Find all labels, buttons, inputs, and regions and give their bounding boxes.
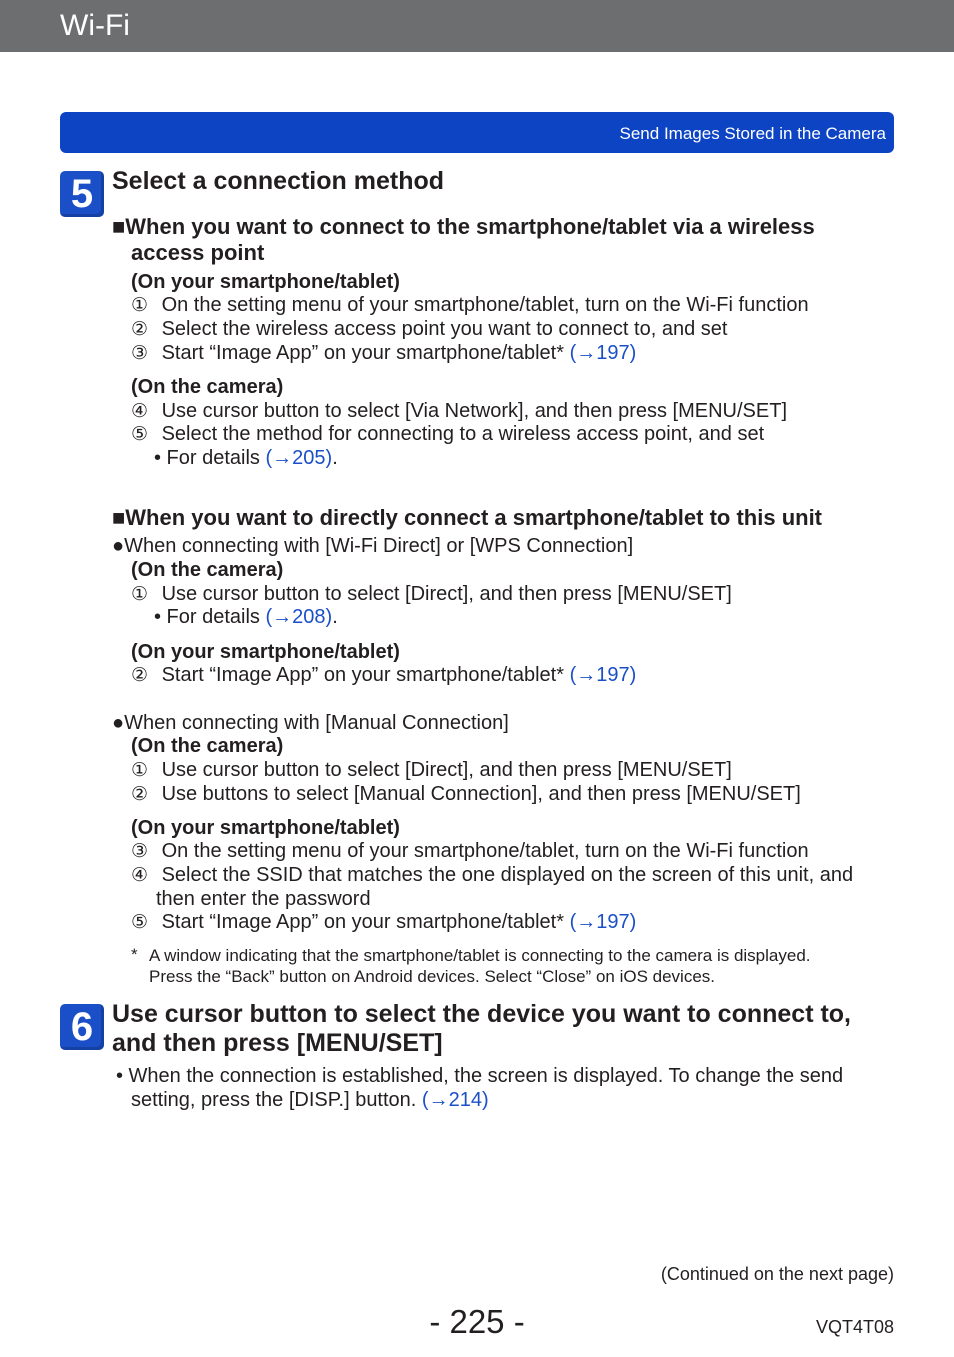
sub1-smartphone-label: (On your smartphone/tablet) — [131, 271, 400, 293]
sub1-step-3 — [131, 341, 636, 366]
sub2-heading: ■When you want to directly connect a smartphone/tablet to this unit — [112, 505, 823, 530]
step-text: Select the method for connecting to a wireless access point, and set — [161, 423, 765, 445]
sub1-step-5 — [131, 422, 764, 447]
step-6-title-line1: Use cursor button to select the device you want to connect to, — [112, 1000, 852, 1028]
sub1-step-1 — [131, 293, 809, 318]
case2-step-1 — [131, 758, 732, 783]
page-link-197[interactable]: (→197) — [569, 911, 637, 933]
step-text: On the setting menu of your smartphone/tablet, turn on the Wi-Fi function — [161, 294, 809, 316]
step-text: Use buttons to select [Manual Connection], and then press [MENU/SET] — [161, 783, 801, 805]
step-6-note-line2 — [131, 1088, 489, 1112]
continued-note: (Continued on the next page) — [660, 1264, 894, 1284]
step-text: Start “Image App” on your smartphone/tablet — [161, 911, 557, 933]
case1-camera-label: (On the camera) — [131, 559, 284, 581]
model-code: VQT4T08 — [815, 1317, 894, 1337]
details-prefix: • For details — [154, 606, 266, 628]
case1-step-2 — [131, 663, 636, 688]
case1-step-1 — [131, 582, 732, 607]
details-suffix: . — [332, 447, 338, 469]
step-marker: ① — [131, 584, 149, 605]
footnote-line2: Press the “Back” button on Android devices. Select “Close” on iOS devices. — [149, 967, 715, 986]
page-link-197[interactable]: (→197) — [569, 342, 637, 364]
sub1-step-4 — [131, 399, 787, 424]
step-marker: ② — [131, 319, 149, 340]
step-5-badge: 5 — [60, 171, 104, 217]
sub1-heading-line1: ■When you want to connect to the smartphone/tablet via a wireless — [112, 214, 815, 239]
step-marker: ④ — [131, 865, 149, 886]
step-6-title-line2: and then press [MENU/SET] — [112, 1029, 443, 1057]
details-suffix: . — [332, 606, 338, 628]
section-bar — [60, 112, 894, 153]
footnote-line1: A window indicating that the smartphone/tablet is connecting to the camera is displayed. — [149, 946, 811, 965]
step-text: Use cursor button to select [Via Network], and then press [MENU/SET] — [161, 400, 788, 422]
header-bar — [0, 0, 954, 52]
case1-bullet: ●When connecting with [Wi-Fi Direct] or [WPS Connection] — [112, 535, 634, 557]
step-marker: ③ — [131, 841, 149, 862]
sub1-heading-line2: access point — [131, 240, 265, 265]
footnote-star: * — [556, 664, 565, 686]
step-marker: ② — [131, 784, 149, 805]
step-text: Use cursor button to select [Direct], and then press [MENU/SET] — [161, 583, 732, 605]
step-text: Start “Image App” on your smartphone/tablet — [161, 342, 557, 364]
step-6-note-line1: • When the connection is established, the screen is displayed. To change the send — [116, 1065, 844, 1087]
page-link-197[interactable]: (→197) — [569, 664, 637, 686]
case2-step-5 — [131, 910, 636, 935]
header-title: Wi-Fi — [60, 9, 130, 42]
step-marker: ① — [131, 295, 149, 316]
page-link-208[interactable]: (→208) — [265, 606, 333, 628]
step-marker: ① — [131, 760, 149, 781]
case2-bullet: ●When connecting with [Manual Connection] — [112, 712, 509, 734]
section-title: Send Images Stored in the Camera — [619, 124, 886, 143]
step-text: Select the SSID that matches the one displayed on the screen of this unit, and — [161, 864, 854, 886]
step-marker: ④ — [131, 401, 149, 422]
step-marker: ⑤ — [131, 912, 149, 933]
step-text: Start “Image App” on your smartphone/tablet — [161, 664, 557, 686]
step-marker: ③ — [131, 343, 149, 364]
case1-details — [154, 605, 338, 629]
case2-smartphone-label: (On your smartphone/tablet) — [131, 817, 400, 839]
case2-step-4 — [131, 863, 853, 888]
page-number: - 225 - — [429, 1303, 525, 1340]
step-6-badge: 6 — [60, 1004, 104, 1050]
step-5-title: Select a connection method — [112, 167, 445, 195]
page-link-214[interactable]: (→214) — [421, 1089, 489, 1111]
case1-smartphone-label: (On your smartphone/tablet) — [131, 641, 400, 663]
footnote-mark: * — [131, 945, 138, 964]
step-marker: ② — [131, 665, 149, 686]
case2-step-2 — [131, 782, 801, 807]
note-text: setting, press the [DISP.] button. — [131, 1089, 422, 1111]
case2-step-3 — [131, 839, 809, 864]
step-marker: ⑤ — [131, 424, 149, 445]
sub1-camera-label: (On the camera) — [131, 376, 284, 398]
footnote-star: * — [556, 911, 565, 933]
footnote-star: * — [556, 342, 565, 364]
details-prefix: • For details — [154, 447, 266, 469]
step-text: On the setting menu of your smartphone/tablet, turn on the Wi-Fi function — [161, 840, 809, 862]
case2-camera-label: (On the camera) — [131, 735, 284, 757]
step-text: Use cursor button to select [Direct], and then press [MENU/SET] — [161, 759, 732, 781]
sub1-details — [154, 446, 338, 470]
step-text: Select the wireless access point you want to connect to, and set — [161, 318, 728, 340]
sub1-step-2 — [131, 317, 727, 342]
case2-step-4-cont: then enter the password — [156, 888, 371, 910]
page-link-205[interactable]: (→205) — [265, 447, 333, 469]
